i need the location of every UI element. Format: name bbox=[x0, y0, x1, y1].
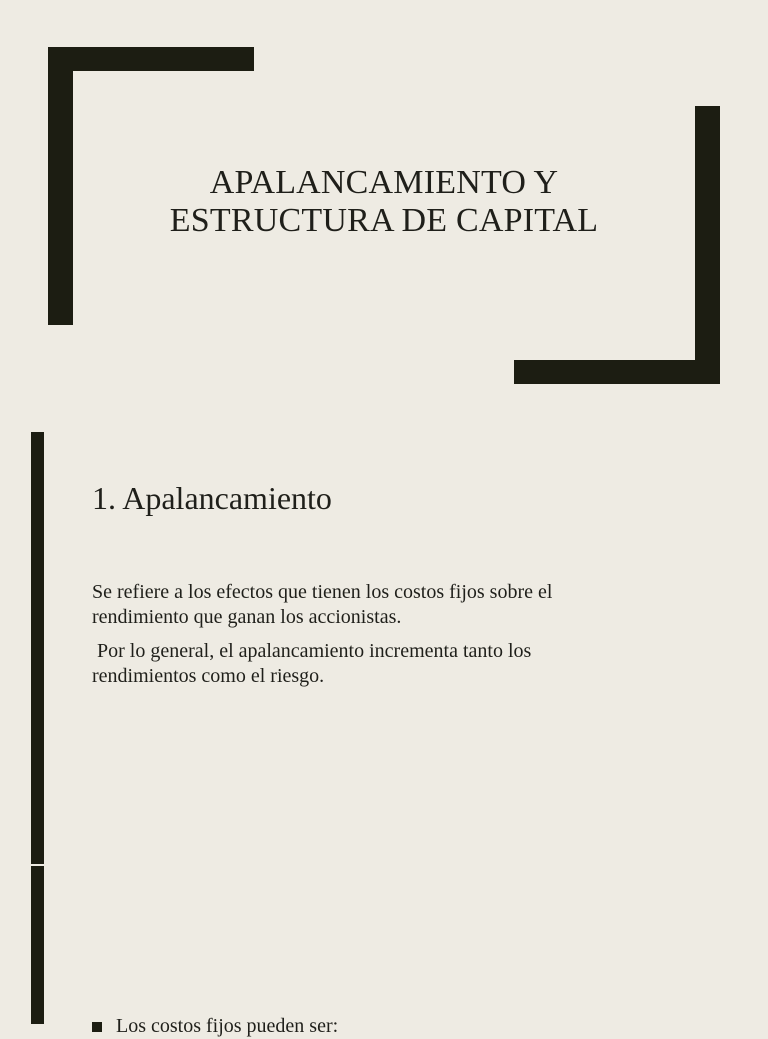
frame-corner-bottom-right-horizontal bbox=[514, 360, 720, 384]
frame-corner-bottom-right-vertical bbox=[695, 106, 720, 384]
risk-paragraph: Por lo general, el apalancamiento incrementa tanto los rendimientos como el riesgo. bbox=[92, 640, 537, 687]
content-slide-costos-fijos bbox=[0, 864, 768, 1037]
frame-corner-top-left-vertical bbox=[48, 47, 73, 325]
content-slide-apalancamiento bbox=[0, 432, 768, 864]
square-bullet-icon bbox=[92, 1022, 102, 1032]
title-slide bbox=[0, 0, 768, 432]
slide-title bbox=[120, 164, 648, 240]
section-heading: 1. Apalancamiento bbox=[92, 480, 332, 516]
bullet-text: Los costos fijos pueden ser: bbox=[116, 1015, 339, 1037]
left-accent-bar bbox=[31, 866, 44, 1024]
slide-title-line-2: ESTRUCTURA DE CAPITAL bbox=[169, 202, 599, 239]
definition-paragraph: Se refiere a los efectos que tienen los costos fijos sobre el rendimiento que ganan los accionistas. bbox=[92, 581, 553, 628]
bullet-item bbox=[92, 1014, 338, 1039]
slide-title-line-1: APALANCAMIENTO Y bbox=[209, 164, 559, 201]
left-accent-bar bbox=[31, 432, 44, 864]
frame-corner-top-left-horizontal bbox=[48, 47, 254, 71]
